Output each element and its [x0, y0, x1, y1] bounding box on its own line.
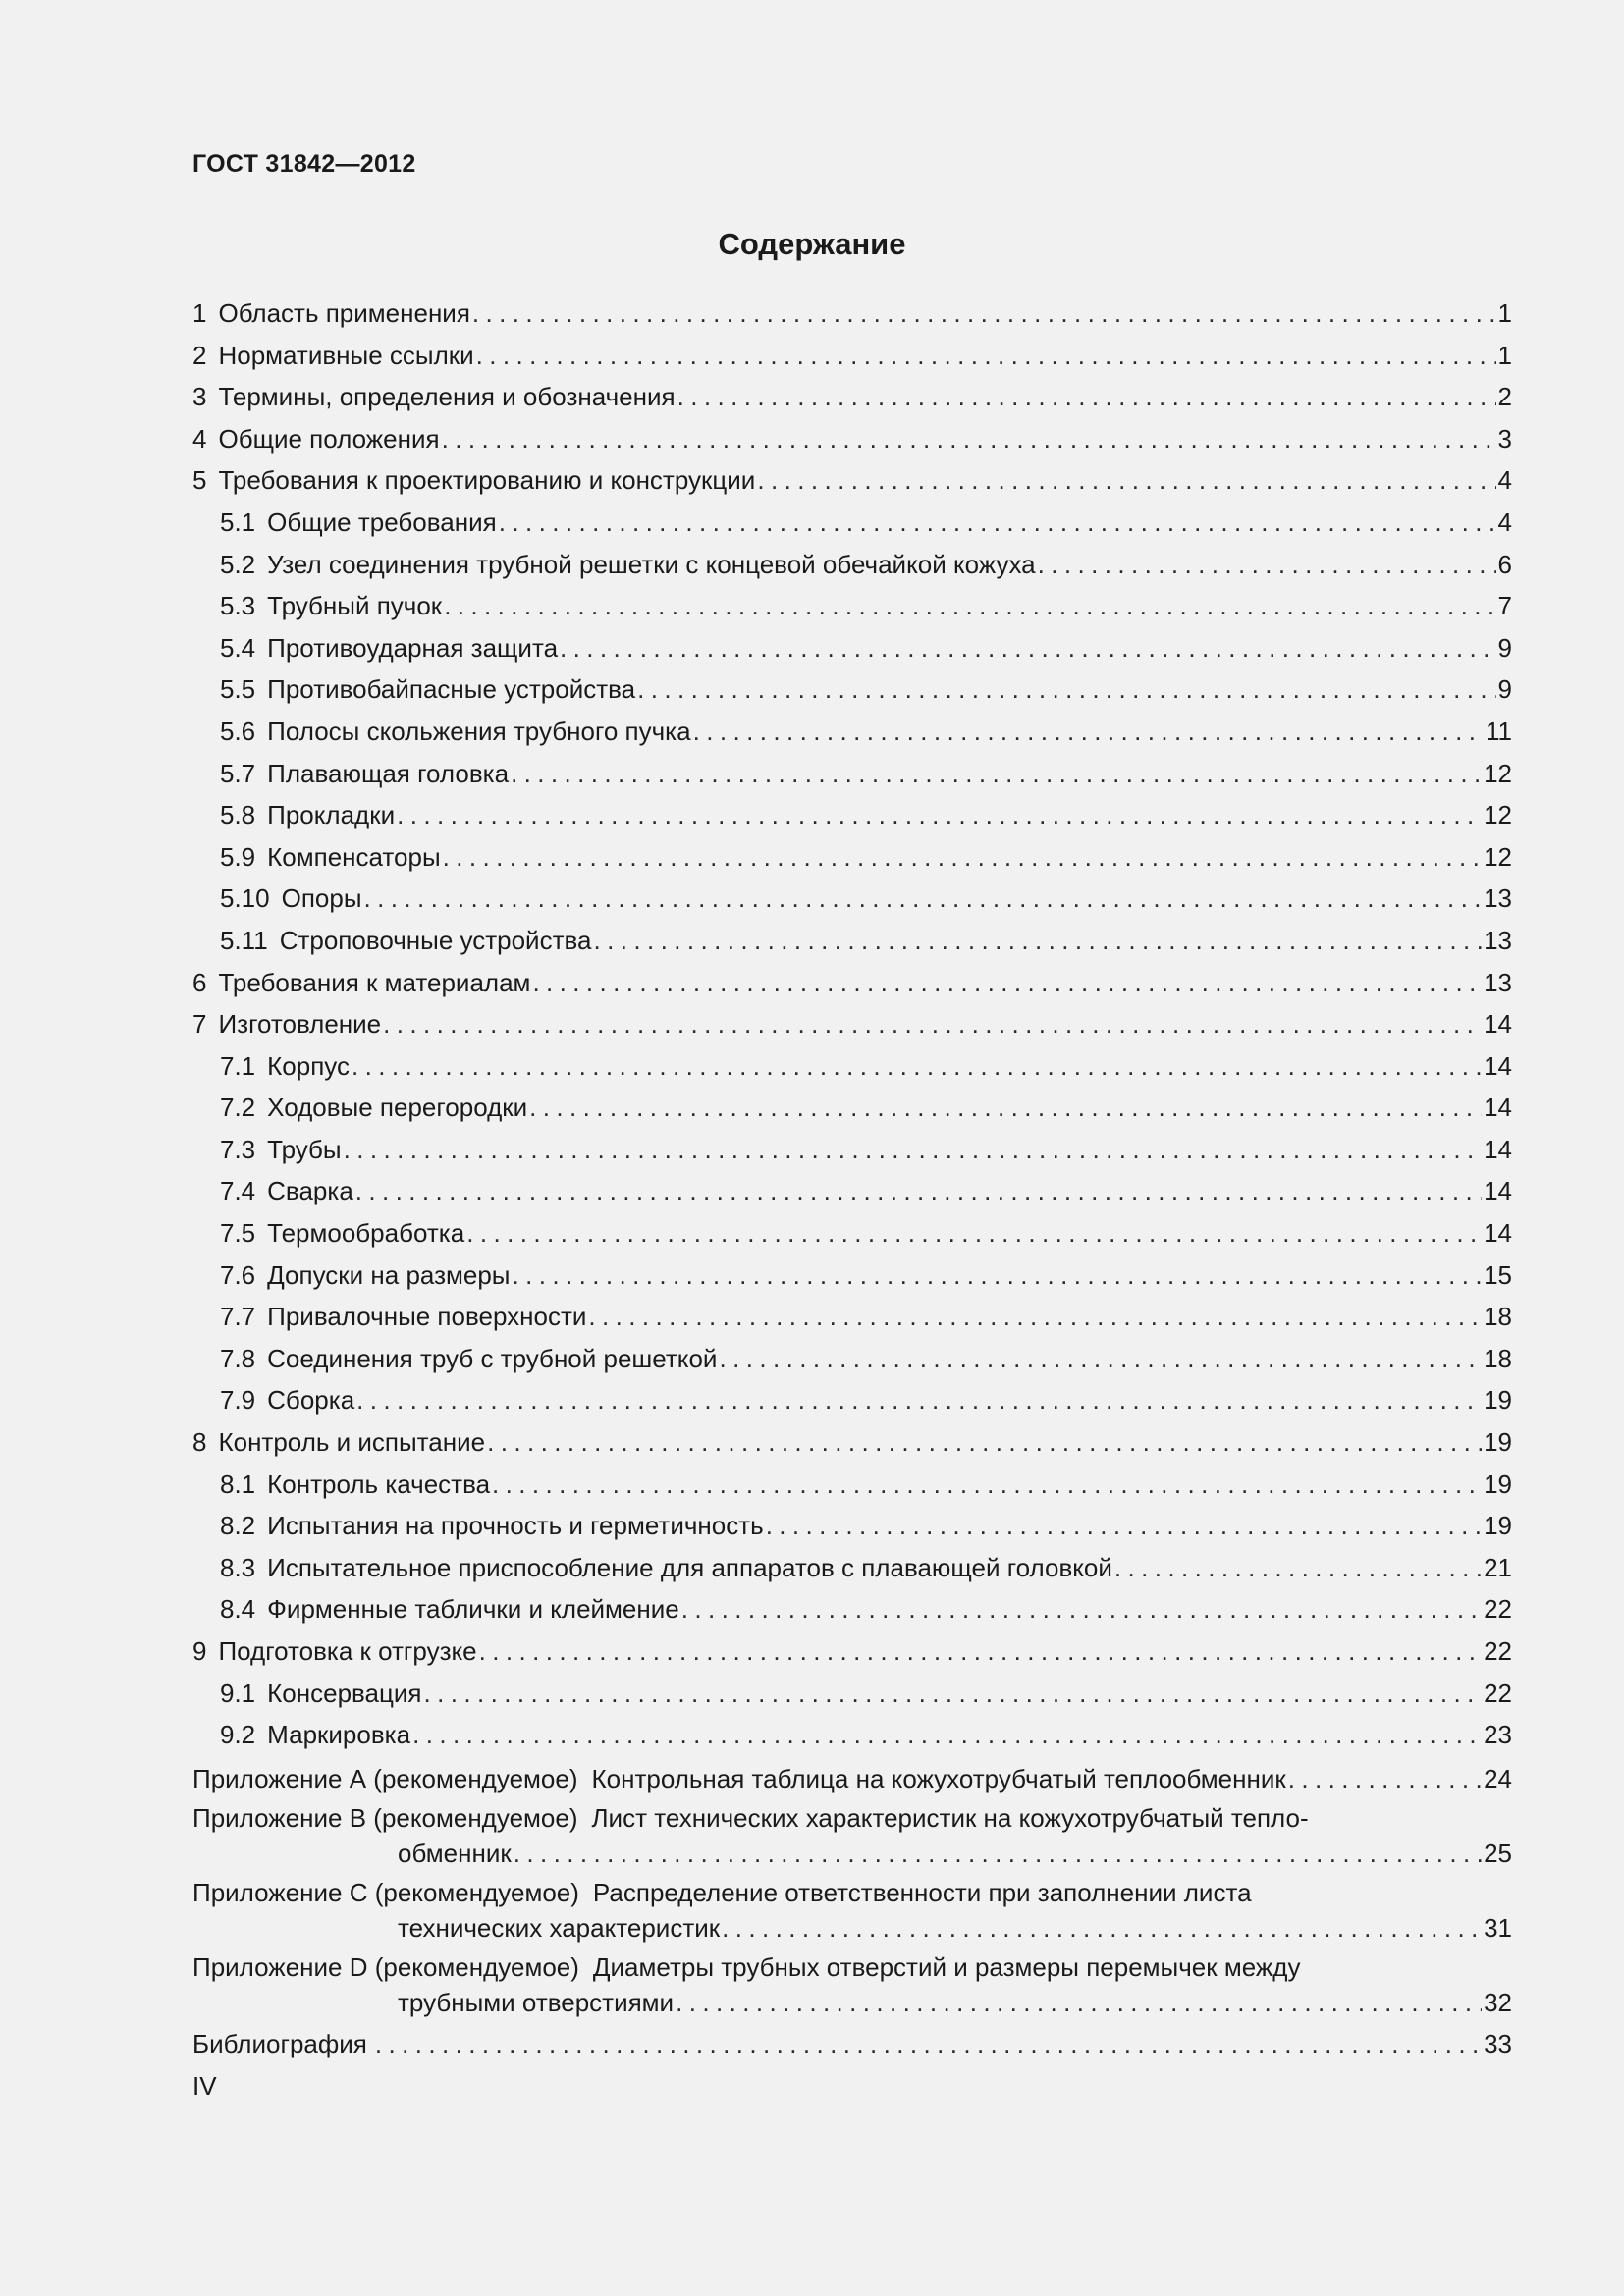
toc-entry-page: 19 — [1484, 1511, 1512, 1541]
appendix-title: Распределение ответственности при заполнении листа — [592, 1877, 1252, 1907]
toc-entry-page: 14 — [1484, 1050, 1512, 1081]
toc-entry-page: 14 — [1484, 1093, 1512, 1123]
toc-entry[interactable] — [192, 1212, 1512, 1255]
toc-entry-title: Трубный пучок — [267, 591, 443, 621]
toc-entry-number: 9.1 — [220, 1678, 256, 1708]
toc-entry-title: Противоударная защита — [267, 632, 559, 663]
toc-entry-title: Сварка — [267, 1176, 353, 1206]
toc-entry-page: 13 — [1484, 967, 1512, 997]
toc-entry-number: 5.8 — [220, 800, 256, 830]
toc-entry-title: Подготовка к отгрузке — [218, 1636, 477, 1666]
toc-entry-page: 14 — [1484, 1176, 1512, 1206]
toc-entry-title: Общие положения — [218, 423, 440, 454]
toc-dot-leader — [356, 1379, 1482, 1421]
toc-entry-title: Противобайпасные устройства — [267, 674, 636, 705]
toc-entry-title: Опоры — [281, 883, 362, 914]
toc-entry-number: 7.2 — [220, 1093, 256, 1123]
toc-dot-leader — [719, 1338, 1482, 1380]
toc-dot-leader — [344, 1129, 1482, 1171]
toc-dot-leader — [479, 1630, 1482, 1673]
toc-entry-page: 12 — [1484, 800, 1512, 830]
appendix-heading-line — [192, 1760, 1512, 1797]
toc-entry-number: 5.10 — [220, 883, 270, 914]
toc-entry[interactable] — [192, 1505, 1512, 1547]
toc-entry[interactable] — [192, 335, 1512, 377]
toc-entry[interactable] — [192, 711, 1512, 753]
toc-dot-leader — [637, 668, 1495, 711]
toc-entry-title: Термообработка — [267, 1218, 465, 1249]
toc-entry-number: 2 — [192, 340, 207, 370]
appendix-continuation-line — [192, 1835, 1512, 1872]
toc-dot-leader — [514, 1835, 1482, 1872]
toc-dot-leader — [588, 1296, 1482, 1338]
toc-entry-number: 9.2 — [220, 1720, 256, 1750]
toc-dot-leader — [593, 920, 1482, 962]
toc-dot-leader — [1288, 1760, 1482, 1797]
toc-entry[interactable] — [192, 1630, 1512, 1673]
toc-dot-leader — [375, 2023, 1482, 2065]
toc-entry-number: 3 — [192, 382, 207, 412]
toc-entry[interactable] — [192, 1170, 1512, 1212]
toc-entry-number: 7.8 — [220, 1343, 256, 1373]
toc-entry-number: 7.4 — [220, 1176, 256, 1206]
appendix-title-continued: обменник — [398, 1838, 512, 1868]
appendix-heading-line — [192, 1950, 1512, 1984]
toc-entry-title: Допуски на размеры — [267, 1259, 511, 1290]
table-of-contents — [192, 293, 1512, 2064]
toc-entry-number: 7.6 — [220, 1259, 256, 1290]
toc-entry-number: 7.5 — [220, 1218, 256, 1249]
toc-entry[interactable] — [192, 1129, 1512, 1171]
toc-entry-number: 8.1 — [220, 1468, 256, 1499]
toc-entry-number: 5.9 — [220, 841, 256, 872]
toc-entry-page: 18 — [1484, 1343, 1512, 1373]
appendix-entry[interactable] — [192, 1760, 1512, 1797]
toc-entry-title: Корпус — [267, 1050, 351, 1081]
toc-entry[interactable] — [192, 1547, 1512, 1589]
toc-dot-leader — [529, 1087, 1482, 1129]
appendix-title: Лист технических характеристик на кожухотрубчатый тепло- — [591, 1802, 1309, 1833]
toc-entry[interactable] — [192, 1296, 1512, 1338]
toc-dot-leader — [511, 753, 1482, 795]
toc-entry-page: 1 — [1497, 340, 1512, 370]
toc-entry-title: Привалочные поверхности — [267, 1302, 587, 1332]
toc-dot-leader — [1114, 1547, 1482, 1589]
toc-entry-page: 14 — [1484, 1134, 1512, 1164]
appendix-continuation-line — [192, 1909, 1512, 1947]
toc-entry-page: 9 — [1497, 632, 1512, 663]
toc-entry-title: Плавающая головка — [267, 758, 510, 788]
appendix-label: Приложение В (рекомендуемое) — [192, 1802, 578, 1833]
toc-entry[interactable] — [192, 627, 1512, 669]
toc-entry-page: 18 — [1484, 1302, 1512, 1332]
toc-entry-page: 4 — [1497, 465, 1512, 496]
toc-entry[interactable] — [192, 1421, 1512, 1464]
appendix-heading-line — [192, 1876, 1512, 1909]
toc-entry-number: 7 — [192, 1009, 207, 1040]
toc-dot-leader — [681, 1588, 1482, 1630]
toc-entry-number: 8 — [192, 1427, 207, 1458]
toc-entry-page: 7 — [1497, 591, 1512, 621]
toc-entry-number: 9 — [192, 1636, 207, 1666]
toc-entry-page: 14 — [1484, 1009, 1512, 1040]
toc-entry-number: 8.4 — [220, 1594, 256, 1625]
toc-dot-leader — [443, 836, 1482, 879]
appendix-entry[interactable] — [192, 1950, 1512, 2021]
toc-entry-title: Ходовые перегородки — [267, 1093, 528, 1123]
toc-entry-number: 4 — [192, 423, 207, 454]
toc-dot-leader — [722, 1909, 1482, 1947]
toc-entry-title: Область применения — [218, 298, 470, 328]
toc-entry-page: 2 — [1497, 382, 1512, 412]
appendix-label: Приложение А (рекомендуемое) — [192, 1763, 578, 1793]
toc-entry-number: 5.4 — [220, 632, 256, 663]
toc-entry[interactable] — [192, 878, 1512, 920]
toc-entry[interactable] — [192, 1045, 1512, 1088]
toc-entry-page: 12 — [1484, 758, 1512, 788]
toc-entry-number: 5.2 — [220, 549, 256, 579]
toc-entry-page: 9 — [1497, 674, 1512, 705]
toc-dot-leader — [676, 1984, 1482, 2021]
toc-title: Содержание — [718, 227, 906, 261]
toc-entry[interactable] — [192, 502, 1512, 544]
toc-entry-title: Нормативные ссылки — [218, 340, 474, 370]
toc-entry-title: Сборка — [267, 1385, 355, 1415]
appendix-title-continued: технических характеристик — [398, 1912, 721, 1943]
toc-entry[interactable] — [192, 376, 1512, 418]
toc-entry-page: 15 — [1484, 1259, 1512, 1290]
toc-entry-number: 5.5 — [220, 674, 256, 705]
toc-entry-title: Контроль и испытание — [218, 1427, 486, 1458]
toc-dot-leader — [532, 962, 1482, 1004]
toc-dot-leader — [560, 627, 1495, 669]
toc-entry[interactable] — [192, 668, 1512, 711]
toc-entry-page: 11 — [1486, 716, 1512, 746]
toc-dot-leader — [492, 1464, 1482, 1506]
bibliography-entry[interactable] — [192, 2023, 1512, 2065]
toc-dot-leader — [476, 335, 1496, 377]
toc-entry-title: Трубы — [267, 1134, 342, 1164]
toc-entry-number: 1 — [192, 298, 207, 328]
appendix-page: 24 — [1484, 1763, 1512, 1793]
toc-entry[interactable] — [192, 836, 1512, 879]
bibliography-title: Библиография — [192, 2028, 367, 2058]
toc-entry-page: 4 — [1497, 507, 1512, 537]
page-number: IV — [192, 2071, 217, 2101]
toc-entry-title: Полосы скольжения трубного пучка — [267, 716, 691, 746]
toc-entry-number: 8.3 — [220, 1552, 256, 1582]
toc-entry-title: Узел соединения трубной решетки с концевой обечайкой кожуха — [267, 549, 1036, 579]
toc-entry[interactable] — [192, 1338, 1512, 1380]
document-code: ГОСТ 31842—2012 — [192, 150, 416, 178]
toc-entry-title: Испытания на прочность и герметичность — [267, 1511, 764, 1541]
appendix-title: Диаметры трубных отверстий и размеры перемычек между — [592, 1951, 1301, 1982]
toc-entry[interactable] — [192, 1714, 1512, 1756]
toc-entry-page: 14 — [1484, 1218, 1512, 1249]
toc-entry-page: 12 — [1484, 841, 1512, 872]
toc-entry-title: Прокладки — [267, 800, 396, 830]
toc-entry[interactable] — [192, 794, 1512, 836]
appendix-page: 31 — [1484, 1912, 1512, 1943]
toc-entry[interactable] — [192, 418, 1512, 460]
toc-dot-leader — [444, 585, 1495, 627]
toc-entry[interactable] — [192, 1379, 1512, 1421]
toc-entry-number: 7.1 — [220, 1050, 256, 1081]
appendix-label: Приложение С (рекомендуемое) — [192, 1877, 579, 1907]
toc-entry-title: Строповочные устройства — [279, 925, 592, 955]
appendix-page: 32 — [1484, 1987, 1512, 2017]
toc-entry-number: 7.7 — [220, 1302, 256, 1332]
appendix-title: Контрольная таблица на кожухотрубчатый теплообменник — [591, 1763, 1286, 1793]
toc-entry-number: 5.6 — [220, 716, 256, 746]
toc-dot-leader — [397, 794, 1482, 836]
toc-dot-leader — [677, 376, 1496, 418]
toc-entry[interactable] — [192, 1003, 1512, 1045]
appendix-page: 25 — [1484, 1838, 1512, 1868]
toc-dot-leader — [499, 502, 1496, 544]
toc-entry[interactable] — [192, 293, 1512, 335]
toc-entry[interactable] — [192, 920, 1512, 962]
toc-entry[interactable] — [192, 1673, 1512, 1715]
toc-entry-page: 19 — [1484, 1385, 1512, 1415]
toc-dot-leader — [472, 293, 1496, 335]
toc-dot-leader — [352, 1045, 1482, 1088]
toc-entry-title: Контроль качества — [267, 1468, 491, 1499]
appendix-continuation-line — [192, 1984, 1512, 2021]
toc-dot-leader — [487, 1421, 1482, 1464]
toc-entry-page: 13 — [1484, 883, 1512, 914]
toc-dot-leader — [466, 1212, 1482, 1255]
toc-entry[interactable] — [192, 544, 1512, 586]
toc-dot-leader — [693, 711, 1484, 753]
appendix-label: Приложение D (рекомендуемое) — [192, 1951, 579, 1982]
toc-entry-title: Испытательное приспособление для аппаратов с плавающей головкой — [267, 1552, 1112, 1582]
toc-dot-leader — [412, 1714, 1482, 1756]
toc-entry[interactable] — [192, 1588, 1512, 1630]
toc-entry-title: Консервация — [267, 1678, 422, 1708]
toc-entry[interactable] — [192, 585, 1512, 627]
toc-entry-title: Общие требования — [267, 507, 497, 537]
toc-entry[interactable] — [192, 962, 1512, 1004]
appendix-heading-line — [192, 1801, 1512, 1835]
toc-entry[interactable] — [192, 459, 1512, 502]
toc-entry-number: 6 — [192, 967, 207, 997]
toc-entry-page: 19 — [1484, 1427, 1512, 1458]
appendix-title-continued: трубными отверстиями — [398, 1987, 675, 2017]
toc-entry-title: Компенсаторы — [267, 841, 441, 872]
toc-entry-title: Фирменные таблички и клеймение — [267, 1594, 679, 1625]
toc-entry[interactable] — [192, 753, 1512, 795]
toc-entry-page: 23 — [1484, 1720, 1512, 1750]
toc-entry[interactable] — [192, 1464, 1512, 1506]
toc-entry-page: 3 — [1497, 423, 1512, 454]
toc-entry-page: 21 — [1484, 1552, 1512, 1582]
toc-dot-leader — [383, 1003, 1482, 1045]
toc-entry[interactable] — [192, 1255, 1512, 1297]
toc-entry-title: Соединения труб с трубной решеткой — [267, 1343, 718, 1373]
toc-entry-page: 13 — [1484, 925, 1512, 955]
toc-entry-page: 19 — [1484, 1468, 1512, 1499]
toc-dot-leader — [364, 878, 1483, 920]
toc-entry-title: Требования к проектированию и конструкции — [218, 465, 756, 496]
toc-dot-leader — [757, 459, 1495, 502]
toc-dot-leader — [513, 1255, 1483, 1297]
toc-entry-number: 5.1 — [220, 507, 256, 537]
toc-dot-leader — [355, 1170, 1482, 1212]
bibliography-page: 33 — [1484, 2028, 1512, 2058]
toc-entry-page: 22 — [1484, 1594, 1512, 1625]
toc-entry-number: 5.3 — [220, 591, 256, 621]
toc-entry-number: 5 — [192, 465, 207, 496]
toc-entry-title: Термины, определения и обозначения — [218, 382, 676, 412]
appendix-entry[interactable] — [192, 1876, 1512, 1947]
toc-entry-number: 7.9 — [220, 1385, 256, 1415]
toc-entry-page: 6 — [1497, 549, 1512, 579]
appendix-entry[interactable] — [192, 1801, 1512, 1872]
toc-entry[interactable] — [192, 1087, 1512, 1129]
toc-entry-number: 8.2 — [220, 1511, 256, 1541]
toc-entry-title: Изготовление — [218, 1009, 382, 1040]
toc-entry-title: Требования к материалам — [218, 967, 531, 997]
toc-entry-number: 5.7 — [220, 758, 256, 788]
toc-entry-page: 1 — [1497, 298, 1512, 328]
toc-dot-leader — [1038, 544, 1496, 586]
toc-dot-leader — [442, 418, 1496, 460]
toc-dot-leader — [766, 1505, 1482, 1547]
toc-entry-page: 22 — [1484, 1636, 1512, 1666]
toc-dot-leader — [424, 1673, 1483, 1715]
toc-entry-title: Маркировка — [267, 1720, 411, 1750]
toc-entry-number: 5.11 — [220, 925, 268, 955]
toc-entry-page: 22 — [1484, 1678, 1512, 1708]
toc-entry-number: 7.3 — [220, 1134, 256, 1164]
